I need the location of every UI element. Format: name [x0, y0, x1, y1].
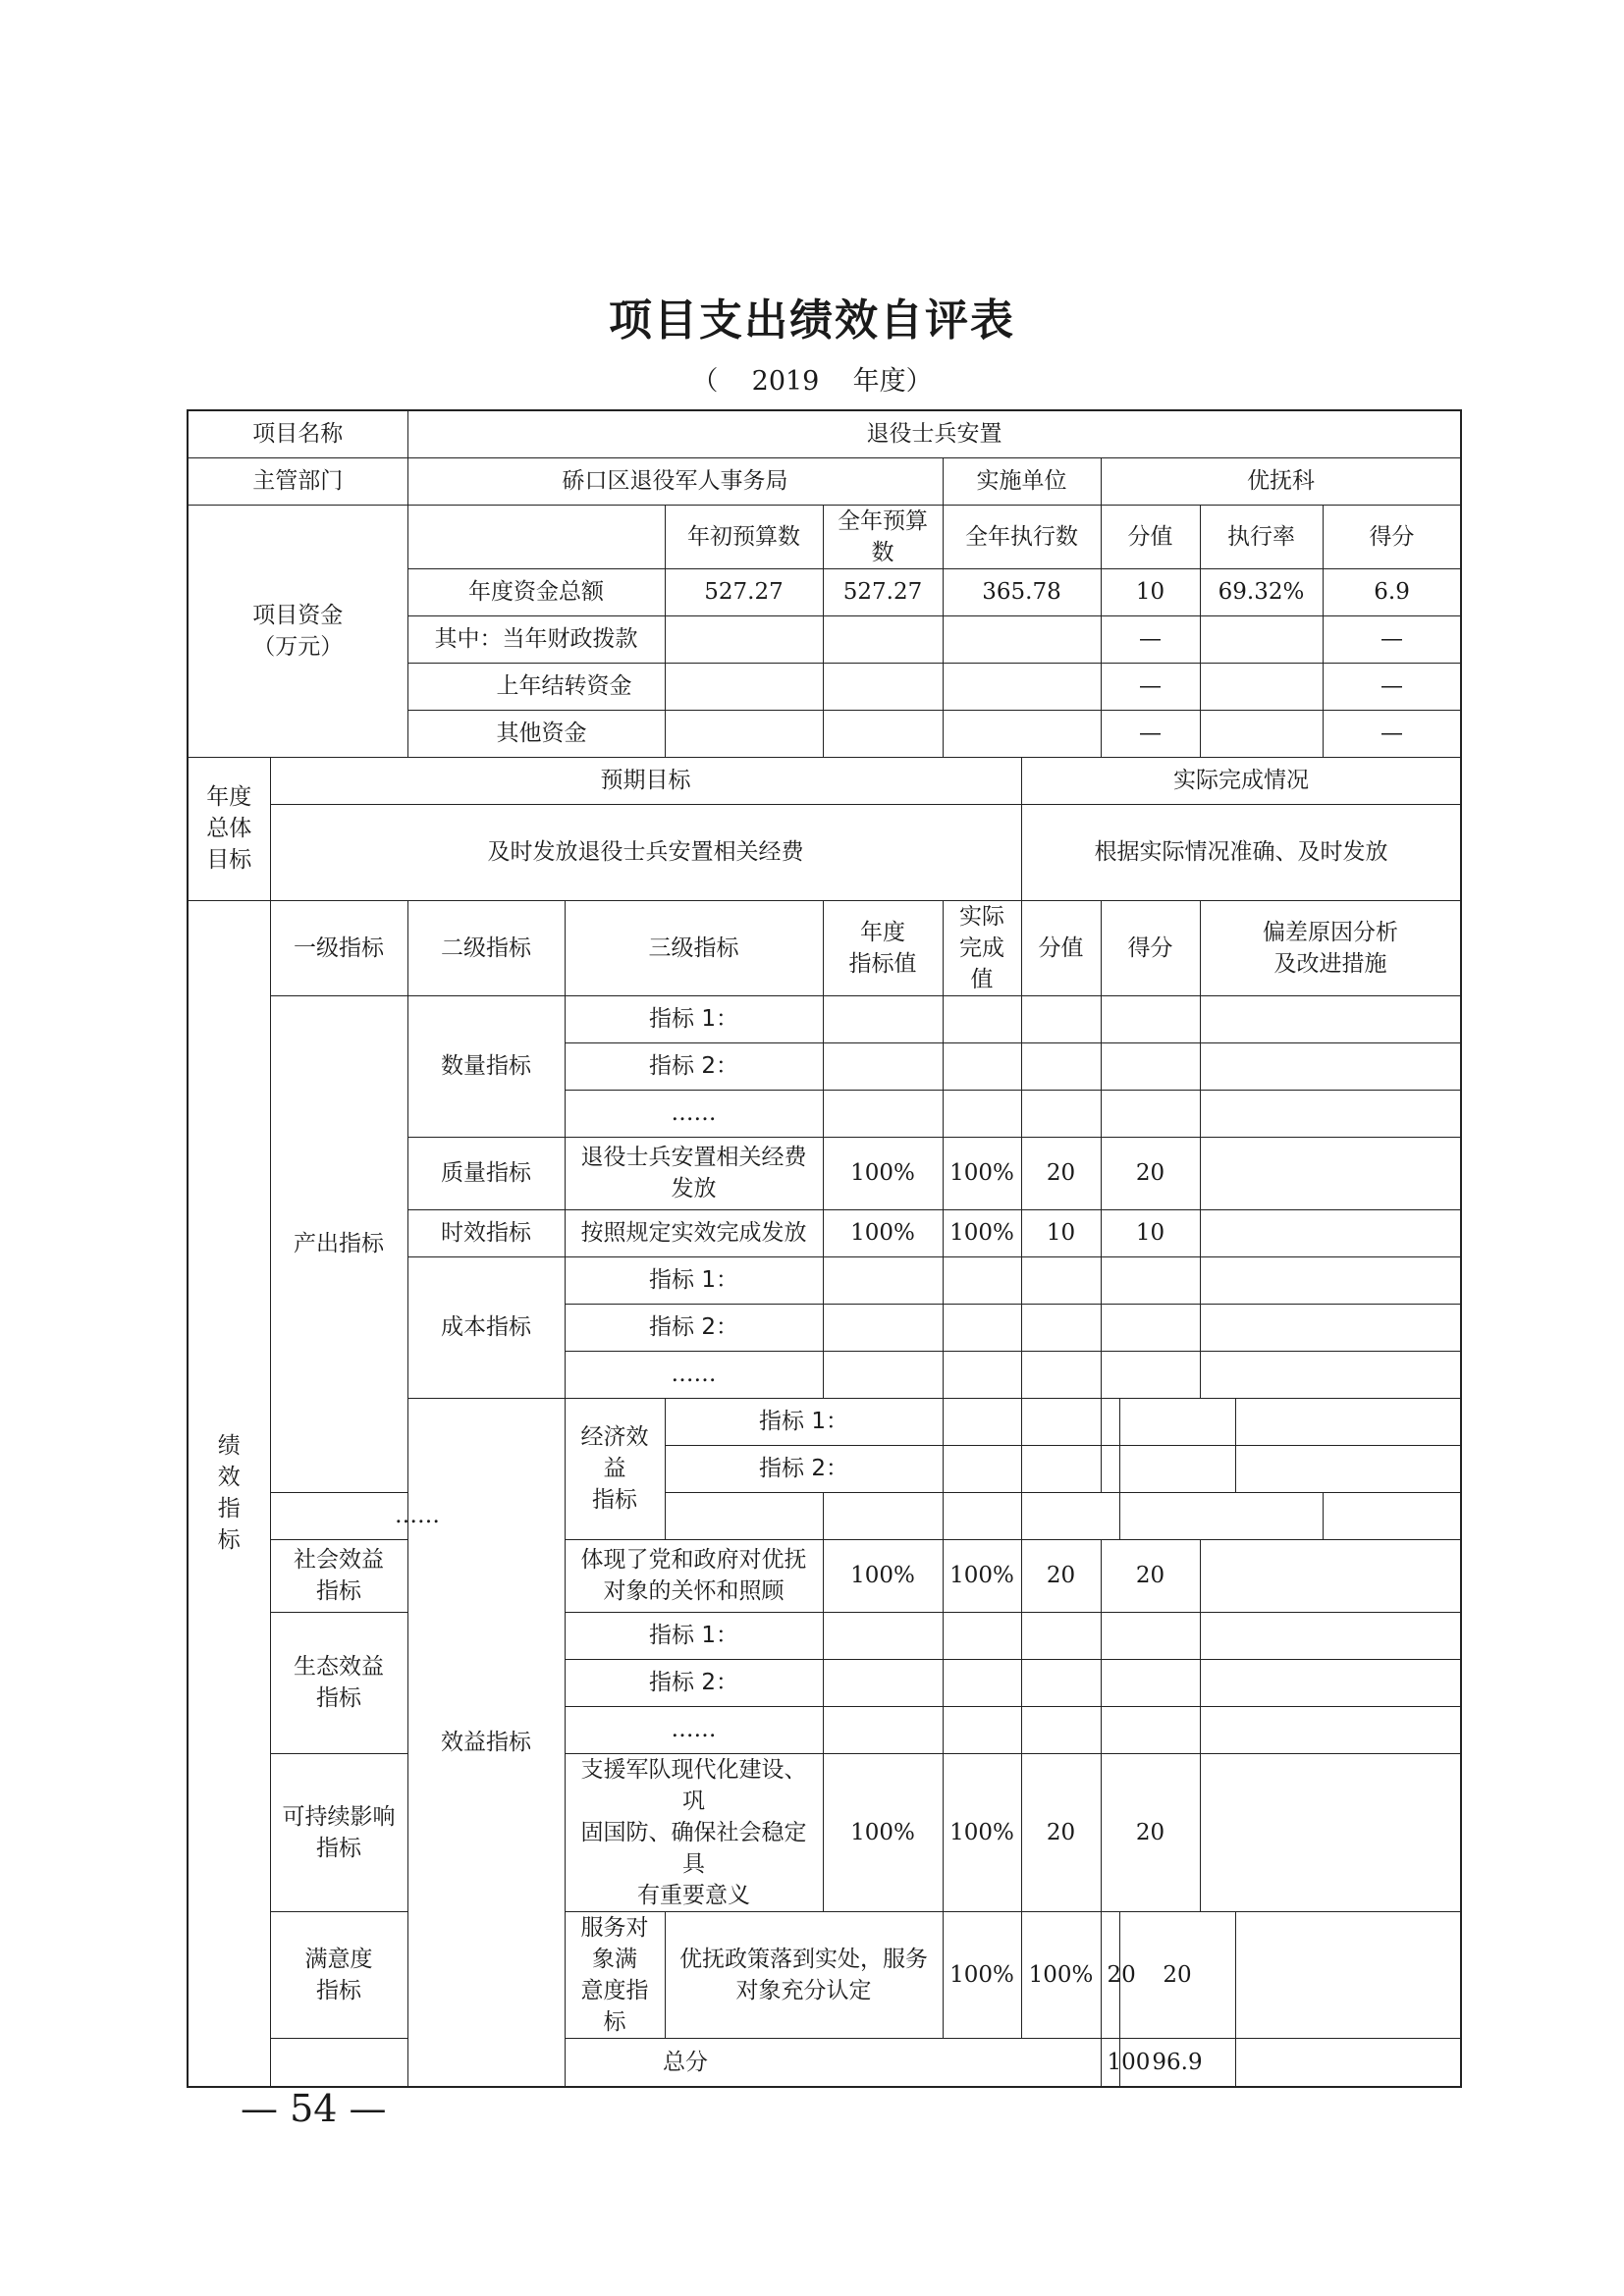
expected-goal-header: 预期目标	[270, 757, 1021, 804]
level3-placeholder: 指标 2：	[565, 1659, 823, 1706]
expected-goal-value: 及时发放退役士兵安置相关经费	[270, 804, 1021, 900]
funds-row-label: 上年结转资金	[407, 663, 665, 710]
indicator-header: 得分	[1101, 900, 1200, 995]
funds-cell: 527.27	[823, 568, 943, 615]
got-value: 20	[1101, 1539, 1200, 1612]
level1-satisfaction: 满意度 指标	[270, 1911, 407, 2038]
level3-placeholder: 指标 2：	[665, 1445, 943, 1492]
funds-cell: —	[1323, 663, 1461, 710]
level2-economic: 经济效益 指标	[565, 1398, 665, 1539]
project-name-label: 项目名称	[188, 410, 407, 457]
funds-header: 全年执行数	[943, 505, 1101, 568]
funds-header-blank	[407, 505, 665, 568]
funds-cell: —	[1101, 615, 1200, 663]
level3-ellipsis: ……	[565, 1351, 823, 1398]
funds-label-line1: 项目资金	[252, 602, 344, 628]
indicator-header: 三级指标	[565, 900, 823, 995]
actual-value: 100%	[1021, 1911, 1101, 2038]
level3-placeholder: 指标 1：	[565, 995, 823, 1042]
level3-service-text: 优抚政策落到实处，服务 对象充分认定	[665, 1911, 943, 2038]
indicator-header: 一级指标	[270, 900, 407, 995]
project-name-value: 退役士兵安置	[407, 410, 1461, 457]
funds-cell	[1200, 710, 1323, 757]
indicator-header: 偏差原因分析 及改进措施	[1200, 900, 1461, 995]
funds-label-line2: （万元）	[252, 633, 344, 660]
target-value: 100%	[823, 1137, 943, 1209]
funds-row-label: 其他资金	[407, 710, 665, 757]
funds-cell: —	[1323, 615, 1461, 663]
funds-cell: —	[1101, 710, 1200, 757]
level2-ecological: 生态效益 指标	[270, 1612, 407, 1753]
dept-value: 硚口区退役军人事务局	[407, 457, 943, 505]
target-value: 100%	[823, 1539, 943, 1612]
actual-completion-header: 实际完成情况	[1021, 757, 1461, 804]
funds-cell	[823, 663, 943, 710]
target-value: 100%	[943, 1911, 1021, 2038]
total-got: 96.9	[1119, 2038, 1235, 2087]
funds-cell	[943, 615, 1101, 663]
self-evaluation-table	[187, 409, 1462, 2088]
actual-value: 100%	[943, 1137, 1021, 1209]
total-score: 100	[1101, 2038, 1119, 2087]
funds-cell	[665, 615, 823, 663]
funds-row-label: 年度资金总额	[407, 568, 665, 615]
level3-ellipsis: ……	[270, 1492, 565, 1539]
funds-cell	[943, 663, 1101, 710]
indicator-header: 分值	[1021, 900, 1101, 995]
funds-header: 全年预算数	[823, 505, 943, 568]
score-value: 10	[1021, 1209, 1101, 1256]
funds-cell: 365.78	[943, 568, 1101, 615]
funds-cell: 527.27	[665, 568, 823, 615]
target-value: 100%	[823, 1209, 943, 1256]
indicator-header: 年度 指标值	[823, 900, 943, 995]
level3-quality-text: 退役士兵安置相关经费 发放	[565, 1137, 823, 1209]
funds-cell	[1200, 615, 1323, 663]
score-value: 20	[1021, 1137, 1101, 1209]
page-title: 项目支出绩效自评表	[609, 295, 1015, 346]
level1-benefit: 效益指标	[407, 1398, 565, 2087]
got-value: 10	[1101, 1209, 1200, 1256]
level2-sustainable: 可持续影响 指标	[270, 1753, 407, 1911]
level2-quantity: 数量指标	[407, 995, 565, 1137]
target-value: 100%	[823, 1753, 943, 1911]
actual-value: 100%	[943, 1753, 1021, 1911]
impl-unit-label: 实施单位	[943, 457, 1101, 505]
year-subtitle: （ 2019 年度）	[691, 366, 933, 397]
page-number: — 54 —	[241, 2087, 387, 2130]
dept-label: 主管部门	[188, 457, 407, 505]
funds-header: 得分	[1323, 505, 1461, 568]
funds-cell: —	[1101, 663, 1200, 710]
funds-cell	[665, 663, 823, 710]
level1-output: 产出指标	[270, 995, 407, 1492]
funds-cell: —	[1323, 710, 1461, 757]
got-value: 20	[1119, 1911, 1235, 2038]
actual-value: 100%	[943, 1539, 1021, 1612]
funds-cell	[823, 710, 943, 757]
level3-placeholder: 指标 2：	[565, 1042, 823, 1090]
funds-cell	[665, 710, 823, 757]
funds-label	[188, 505, 407, 757]
indicator-header: 实际 完成值	[943, 900, 1021, 995]
level2-timeliness: 时效指标	[407, 1209, 565, 1256]
funds-cell	[943, 710, 1101, 757]
level3-social-text: 体现了党和政府对优抚 对象的关怀和照顾	[565, 1539, 823, 1612]
score-value: 20	[1101, 1911, 1119, 2038]
funds-row-label: 其中：当年财政拨款	[407, 615, 665, 663]
funds-header: 执行率	[1200, 505, 1323, 568]
got-value: 20	[1101, 1137, 1200, 1209]
performance-indicator-label: 绩 效 指 标	[188, 900, 270, 2087]
level3-placeholder: 指标 1：	[565, 1612, 823, 1659]
score-value: 20	[1021, 1539, 1101, 1612]
level2-service: 服务对象满 意度指标	[565, 1911, 665, 2038]
funds-header: 分值	[1101, 505, 1200, 568]
funds-cell: 10	[1101, 568, 1200, 615]
level3-placeholder: 指标 1：	[665, 1398, 943, 1445]
funds-cell	[1200, 663, 1323, 710]
level2-quality: 质量指标	[407, 1137, 565, 1209]
total-label: 总分	[270, 2038, 1101, 2087]
level2-social: 社会效益 指标	[270, 1539, 407, 1612]
level3-sustainable-text: 支援军队现代化建设、巩 固国防、确保社会稳定具 有重要意义	[565, 1753, 823, 1911]
annual-goal-label: 年度 总体 目标	[188, 757, 270, 900]
actual-completion-value: 根据实际情况准确、及时发放	[1021, 804, 1461, 900]
level2-cost: 成本指标	[407, 1256, 565, 1398]
level3-placeholder: 指标 2：	[565, 1304, 823, 1351]
impl-unit-value: 优抚科	[1101, 457, 1461, 505]
level3-ellipsis: ……	[565, 1706, 823, 1753]
actual-value: 100%	[943, 1209, 1021, 1256]
funds-cell	[823, 615, 943, 663]
funds-cell: 6.9	[1323, 568, 1461, 615]
got-value: 20	[1101, 1753, 1200, 1911]
indicator-header: 二级指标	[407, 900, 565, 995]
funds-cell: 69.32%	[1200, 568, 1323, 615]
funds-header: 年初预算数	[665, 505, 823, 568]
level3-ellipsis: ……	[565, 1090, 823, 1137]
level3-placeholder: 指标 1：	[565, 1256, 823, 1304]
score-value: 20	[1021, 1753, 1101, 1911]
level3-timeliness-text: 按照规定实效完成发放	[565, 1209, 823, 1256]
